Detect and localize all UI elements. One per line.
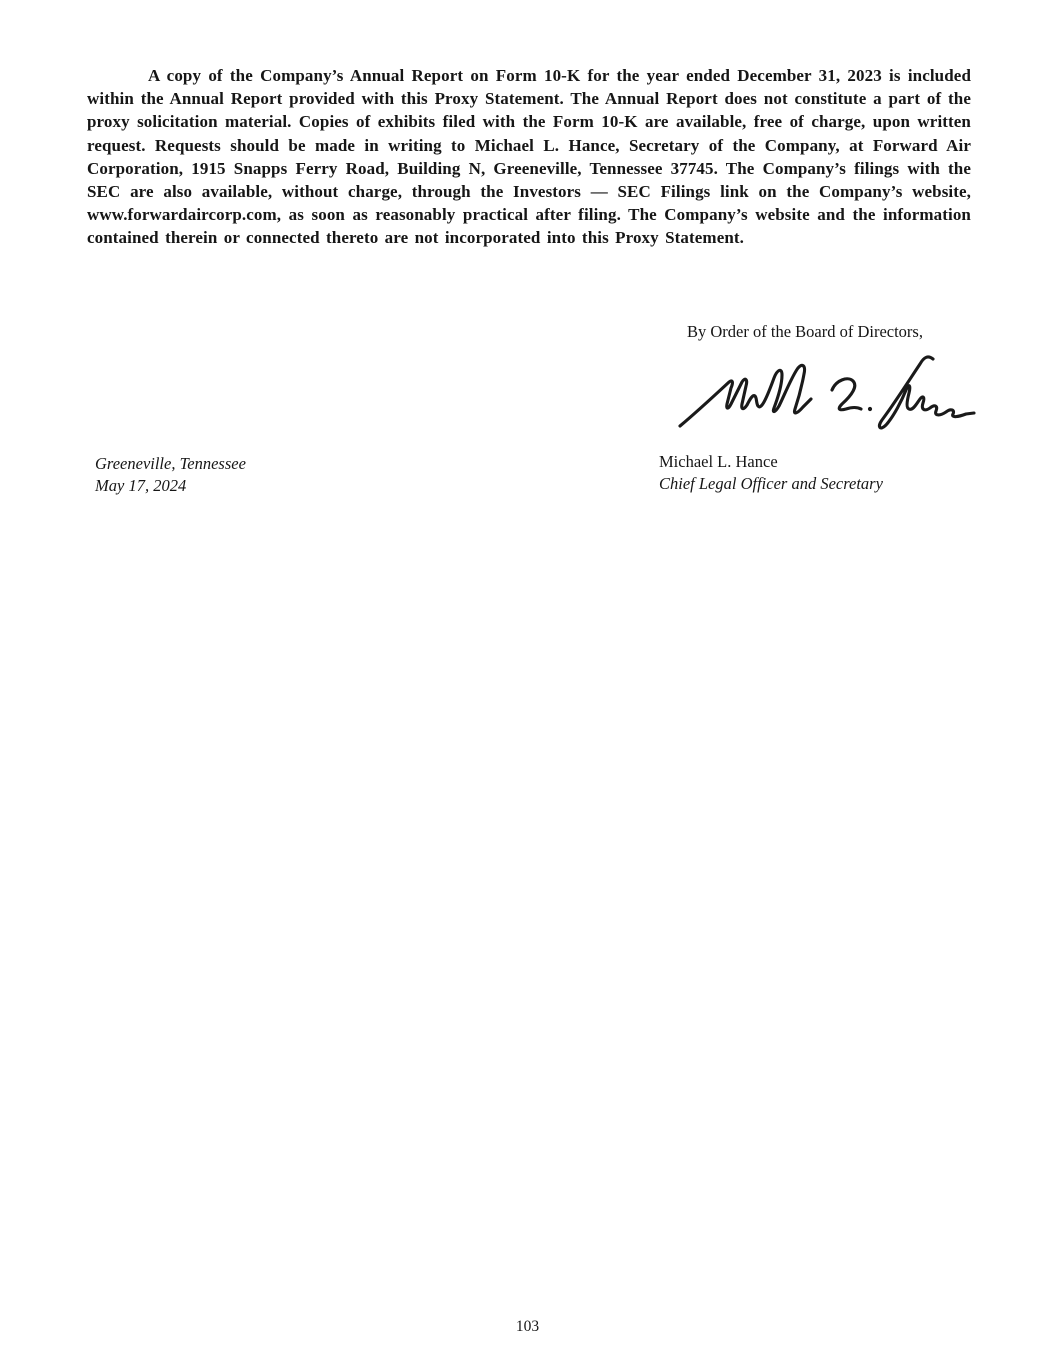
michael-l-hance-signature (656, 348, 978, 440)
signatory-name: Michael L. Hance (659, 452, 778, 471)
page-number: 103 (515, 1318, 540, 1335)
dateline-date: May 17, 2024 (95, 475, 187, 495)
signature-icon (656, 348, 978, 440)
signatory-title: Chief Legal Officer and Secretary (659, 473, 883, 493)
by-order-of-board-line: By Order of the Board of Directors, (687, 322, 923, 341)
annual-report-availability-paragraph: A copy of the Company’s Annual Report on Form 10-K for the year ended December 31, 2023 is included within the Annual Report provided with this Proxy Statement. The Annual Report does not constitute a part of the proxy solicitation material. Copies of exhibits filed with the Form 10-K are available, free of charge, upon written request. Requests should be made in writing to Michael L. Hance, Secretary of the Company, at Forward Air Corporation, 1915 Snapps Ferry Road, Building N, Greeneville, Tennessee 37745. The Company’s filings with the SEC are also available, without charge, through the Investors — SEC Filings link on the Company’s website, www.forwardaircorp.com, as soon as reasonably practical after filing. The Company’s website and the information contained therein or connected thereto are not incorporated into this Proxy Statement. (87, 66, 971, 248)
dateline-block (95, 453, 246, 496)
dateline-place: Greeneville, Tennessee (95, 454, 246, 473)
signer-block (659, 451, 883, 494)
